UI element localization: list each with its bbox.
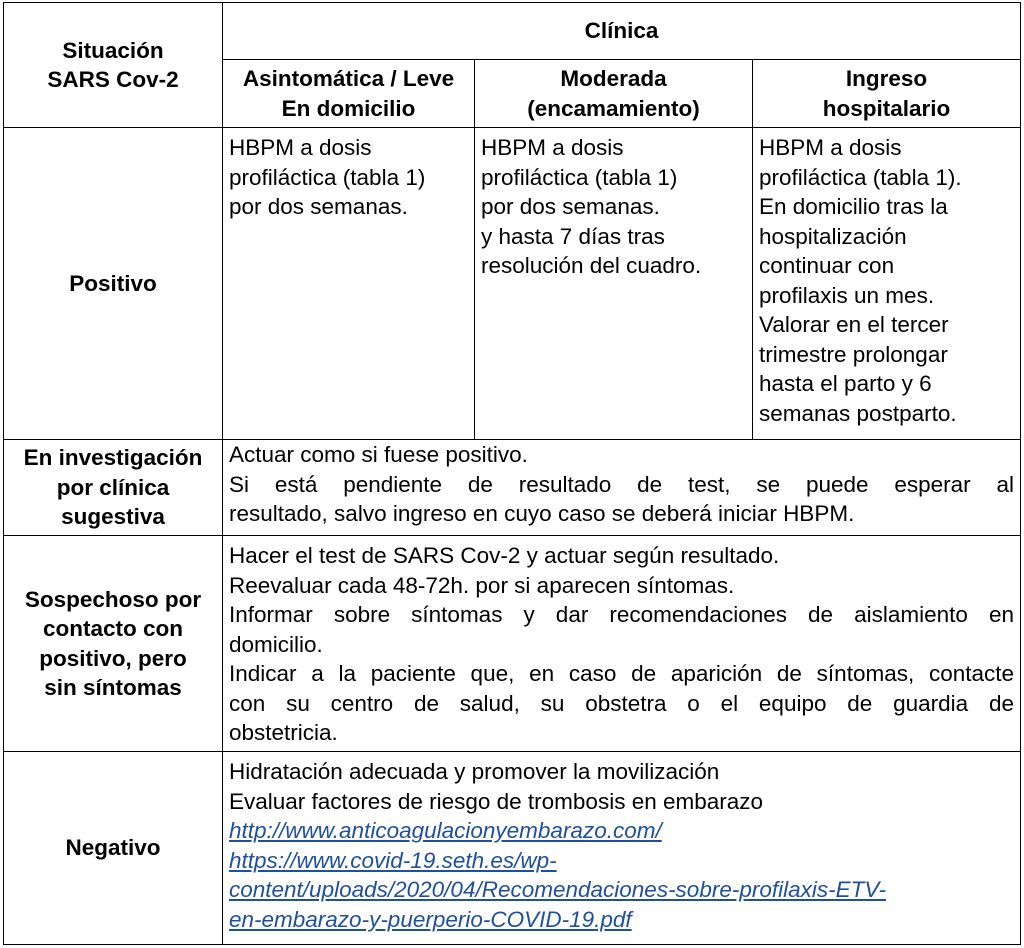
seth-pdf-link-cont-2[interactable]: en-embarazo-y-puerperio-COVID-19.pdf: [229, 906, 632, 932]
row-sospechoso: [4, 536, 1021, 752]
cell-negativo: Hidratación adecuada y promover la movilización Evaluar factores de riesgo de trombosis en embarazo http://www.anticoagulacionyembarazo.com/ https://www.covid-19.seth.es/wp- content/uploads/2020/04/Recomendaciones-sobre-profilaxis-ETV- en-embarazo-y-puerperio-COVID-19.pdf: [223, 752, 1021, 945]
header-moderada: Moderada (encamamiento): [475, 60, 753, 128]
row-label-sospechoso: Sospechoso por contacto con positivo, pero sin síntomas: [4, 536, 223, 752]
row-label-positivo: Positivo: [4, 128, 223, 440]
cell-sospechoso: Hacer el test de SARS Cov-2 y actuar según resultado. Reevaluar cada 48-72h. por si aparecen síntomas. Informar sobre síntomas y dar recomendaciones de aislamiento en domicilio. Indicar a la paciente que, en caso de aparición de síntomas, contacte con su centro de salud, su obstetra o el equipo de guardia de obstetricia.: [223, 536, 1021, 752]
row-negativo: [4, 752, 1021, 945]
row-investigacion: [4, 440, 1021, 536]
row-label-investigacion: En investigación por clínica sugestiva: [4, 440, 223, 536]
header-clinica: Clínica: [223, 3, 1021, 60]
header-asintomatica: Asintomática / Leve En domicilio: [223, 60, 475, 128]
covid-thromboprophylaxis-table: [3, 2, 1021, 945]
header-row-1: [4, 3, 1021, 60]
seth-pdf-link[interactable]: https://www.covid-19.seth.es/wp-: [229, 847, 557, 873]
row-label-negativo: Negativo: [4, 752, 223, 945]
cell-investigacion: Actuar como si fuese positivo. Si está pendiente de resultado de test, se puede esperar al resultado, salvo ingreso en cuyo caso se deberá iniciar HBPM.: [223, 440, 1021, 536]
row-positivo: [4, 128, 1021, 440]
cell-positivo-moderada: HBPM a dosis profiláctica (tabla 1) por dos semanas. y hasta 7 días tras resolución del cuadro.: [475, 128, 753, 440]
seth-pdf-link-cont-1[interactable]: content/uploads/2020/04/Recomendaciones-sobre-profilaxis-ETV-: [229, 877, 887, 902]
cell-positivo-asintomatica: HBPM a dosis profiláctica (tabla 1) por dos semanas.: [223, 128, 475, 440]
anticoagulacion-link[interactable]: http://www.anticoagulacionyembarazo.com/: [229, 818, 662, 843]
header-ingreso: Ingreso hospitalario: [753, 60, 1021, 128]
cell-positivo-ingreso: HBPM a dosis profiláctica (tabla 1). En domicilio tras la hospitalización continuar con profilaxis un mes. Valorar en el tercer trimestre prolongar hasta el parto y 6 semanas postparto.: [753, 128, 1021, 440]
header-situacion: Situación SARS Cov-2: [4, 3, 223, 128]
